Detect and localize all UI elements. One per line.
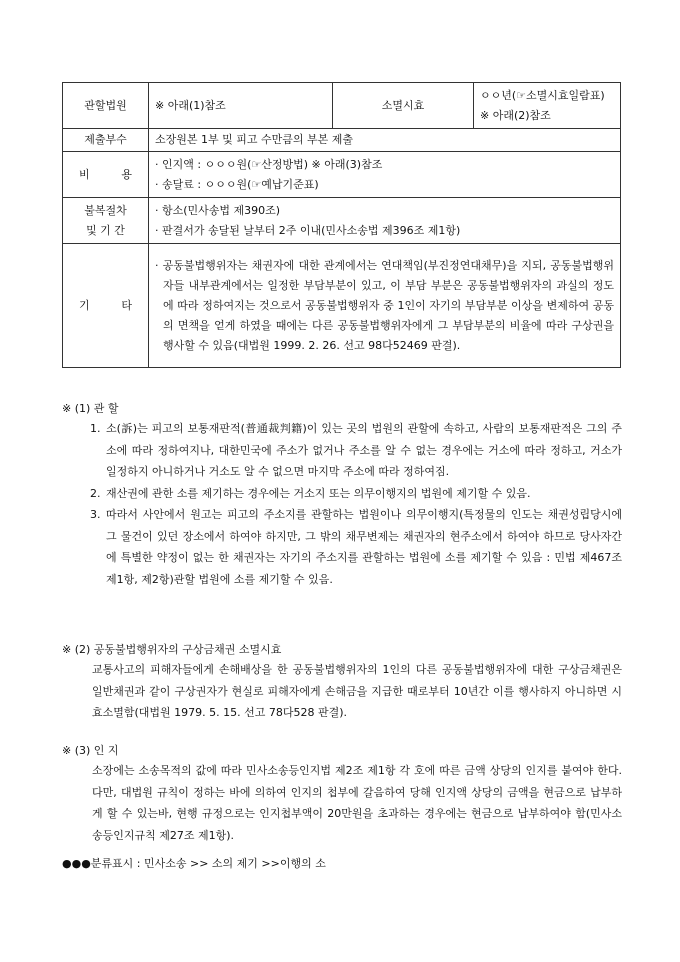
- value-appeal: [149, 198, 621, 244]
- case-info-table: [62, 82, 621, 368]
- note-jurisdiction: [62, 399, 622, 590]
- list-item: [62, 504, 622, 590]
- cost-delivery: · 송달료 : ㅇㅇㅇ원(☞예납기준표): [155, 177, 319, 191]
- row-court: [63, 83, 621, 129]
- item-text: 재산권에 관한 소를 제기하는 경우에는 거소지 또는 의무이행지의 법원에 제기할 수 있음.: [106, 486, 531, 500]
- label-copies: 제출부수: [63, 129, 149, 152]
- item-text: 따라서 사안에서 원고는 피고의 주소지를 관할하는 법원이나 의무이행지(특정물의 인도는 채권성립당시에 그 물건이 있던 장소에서 하여야 하지만, 그 밖의 채무변제는 채권자의 현주소에서 하여야 하므로 당사자간에 특별한 약정이 없는 한 채권자는 자기의 주소지를 관할하는 법원에 소를 제기할 수 있음 : 민법 제467조 제1항, 제2항)관할 법원에 소를 제기할 수 있음.: [106, 508, 622, 586]
- note2-title: ※ (2) 공동불법행위자의 구상금채권 소멸시효: [62, 643, 282, 656]
- value-costs: [149, 152, 621, 198]
- label-etc: 기 타: [63, 244, 149, 368]
- item-number: 3.: [90, 508, 101, 521]
- value-prescription: [474, 83, 621, 129]
- note1-list: [62, 418, 622, 590]
- note2-text: 교통사고의 피해자들에게 손해배상을 한 공동불법행위자의 1인의 다른 공동불법행위자에 대한 구상금채권은 일반채권과 같이 구상권자가 현실로 피해자에게 손해금을 지급한 때로부터 10년간 이를 행사하지 아니하면 시효소멸함(대법원 1979. 5. 15. 선고 78다528 판결).: [92, 663, 622, 719]
- note-stamp: [62, 741, 622, 846]
- list-item: [62, 418, 622, 483]
- appeal-label-line1: 불복절차: [84, 203, 127, 217]
- note-recourse: [62, 640, 622, 724]
- cost-stamp: · 인지액 : ㅇㅇㅇ원(☞산정방법) ※ 아래(3)참조: [155, 157, 383, 171]
- row-etc: [63, 244, 621, 368]
- row-appeal: [63, 198, 621, 244]
- value-court: ※ 아래(1)참조: [149, 83, 333, 129]
- list-item: [62, 483, 622, 505]
- row-costs: [63, 152, 621, 198]
- note3-title: ※ (3) 인 지: [62, 744, 119, 757]
- etc-text: · 공동불법행위자는 채권자에 대한 관계에서는 연대책임(부진정연대채무)을 지되, 공동불법행위자들 내부관계에서는 일정한 부담부분이 있고, 이 부담 부분은 공동불법행위자의 과실의 정도에 따라 정하여지는 것으로서 공동불법행위자 중 1인이 자기의 부담부분 이상을 변제하여 공동의 면책을 얻게 하였을 때에는 다른 공동불법행위자에게 그 부담부분의 비율에 따라 구상권을 행사할 수 있음(대법원 1999. 2. 26. 선고 98다52469 판결).: [155, 258, 614, 352]
- appeal-line1: · 항소(민사송법 제390조): [155, 203, 281, 217]
- prescription-line1: ㅇㅇ년(☞소멸시효일람표): [480, 88, 605, 102]
- note1-title: ※ (1) 관 할: [62, 402, 119, 415]
- label-prescription: 소멸시효: [333, 83, 474, 129]
- appeal-line2: · 판결서가 송달된 날부터 2주 이내(민사소송법 제396조 제1항): [155, 223, 461, 237]
- appeal-label-line2: 및 기 간: [86, 223, 125, 237]
- classification-footer: ●●●분류표시 : 민사소송 >> 소의 제기 >>이행의 소: [62, 857, 326, 870]
- label-appeal: [63, 198, 149, 244]
- value-copies: 소장원본 1부 및 피고 수만큼의 부본 제출: [149, 129, 621, 152]
- value-etc: [149, 244, 621, 368]
- item-text: 소(訴)는 피고의 보통재판적(普通裁判籍)이 있는 곳의 법원의 관할에 속하고, 사람의 보통재판적은 그의 주소에 따라 정하여지나, 대한민국에 주소가 없거나 주소를 알 수 없는 경우에는 거소에 따라 정하고, 거소가 일정하지 아니하거나 거소도 알 수 없으면 마지막 주소에 따라 정하여짐.: [106, 422, 622, 478]
- item-number: 2.: [90, 486, 101, 500]
- label-court: 관할법원: [63, 83, 149, 129]
- item-number: 1.: [90, 422, 101, 435]
- row-copies: [63, 129, 621, 152]
- note3-text: 소장에는 소송목적의 값에 따라 민사소송등인지법 제2조 제1항 각 호에 따른 금액 상당의 인지를 붙여야 한다. 다만, 대법원 규칙이 정하는 바에 의하여 인지의 첩부에 갈음하여 당해 인지액 상당의 금액을 현금으로 납부하게 할 수 있는바, 현행 규정으로는 인지첩부액이 20만원을 초과하는 경우에는 현금으로 납부하여야 함(민사소송등인지규칙 제27조 제1항).: [92, 764, 622, 842]
- label-costs: 비 용: [63, 152, 149, 198]
- prescription-line2: ※ 아래(2)참조: [480, 108, 551, 122]
